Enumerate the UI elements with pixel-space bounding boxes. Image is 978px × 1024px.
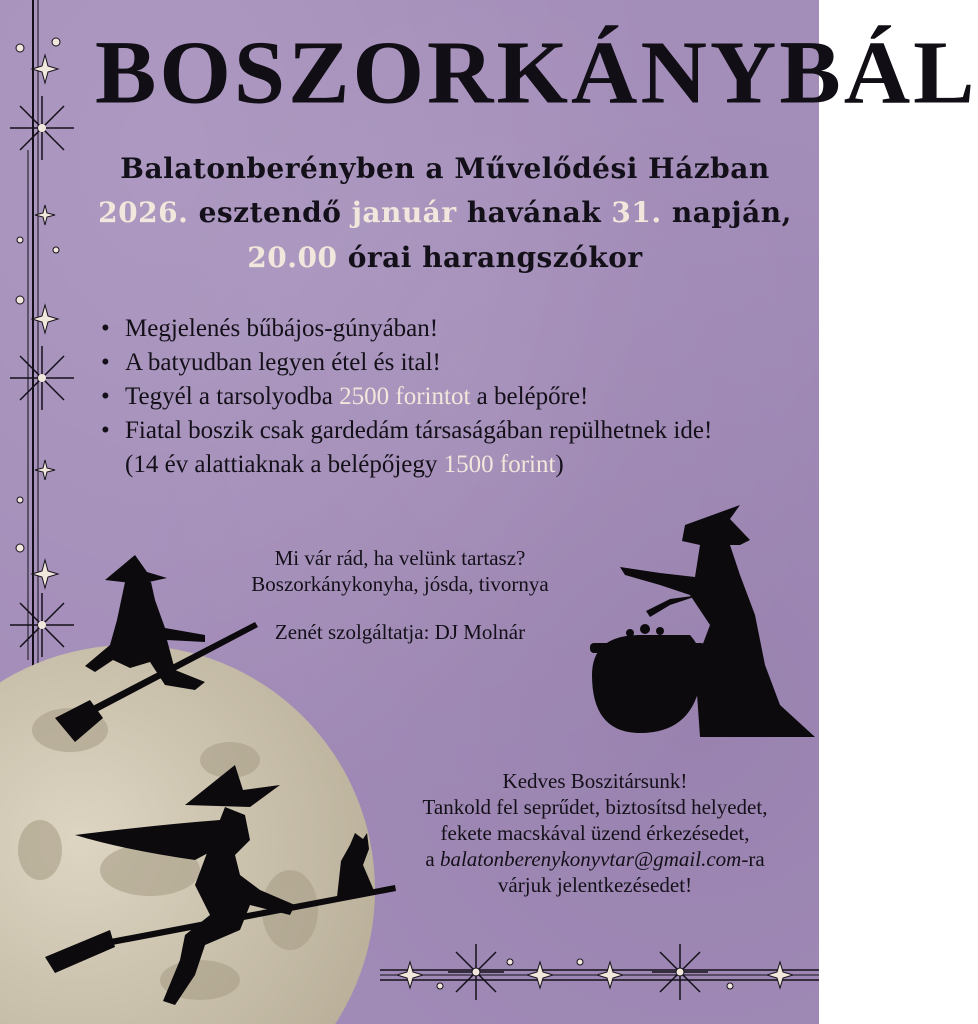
date-text-2: havának bbox=[456, 196, 612, 229]
contact-email[interactable]: balatonberenykonyvtar@gmail.com bbox=[439, 847, 742, 871]
program-block bbox=[200, 545, 600, 645]
youth-fee-price: 1500 forint bbox=[443, 451, 556, 478]
closing-line-3: fekete macskával üzend érkezésedet, bbox=[440, 821, 750, 845]
program-items: Boszorkánykonyha, jósda, tivornya bbox=[251, 572, 549, 596]
email-suffix: -ra bbox=[741, 847, 765, 871]
date-month: január bbox=[351, 196, 457, 229]
closing-line-4 bbox=[395, 846, 795, 872]
note-text-end: ) bbox=[555, 451, 564, 478]
witch-with-cauldron-silhouette bbox=[590, 505, 819, 740]
rule-fee-text: Tegyél a tarsolyodba bbox=[125, 383, 340, 410]
closing-block bbox=[395, 768, 795, 898]
event-title: BOSZORKÁNYBÁL bbox=[95, 22, 978, 122]
entry-fee-price: 2500 forintot bbox=[339, 383, 471, 410]
rule-costume: • Megjelenés bűbájos-gúnyában! bbox=[97, 312, 797, 346]
closing-line-5: várjuk jelentkezésedet! bbox=[497, 873, 693, 897]
music-credit: Zenét szolgáltatja: DJ Molnár bbox=[274, 620, 526, 644]
rule-youth: • Fiatal boszik csak gardedám társaságában repülhetnek ide! bbox=[97, 414, 797, 448]
bottom-star-border bbox=[380, 940, 819, 1020]
program-question: Mi vár rád, ha velünk tartasz? bbox=[274, 546, 526, 570]
closing-greeting: Kedves Boszitársunk! bbox=[502, 769, 688, 793]
email-prefix: a bbox=[425, 847, 440, 871]
venue-line: Balatonberényben a Művelődési Házban bbox=[120, 152, 770, 185]
rule-fee-text-end: a belépőre! bbox=[470, 383, 589, 410]
date-year: 2026. bbox=[98, 196, 189, 229]
date-text-3: napján, bbox=[661, 196, 792, 229]
closing-line-2: Tankold fel seprűdet, biztosítsd helyedet, bbox=[422, 795, 768, 819]
event-time: 20.00 bbox=[247, 241, 338, 274]
rule-food: • A batyudban legyen étel és ital! bbox=[97, 346, 797, 380]
time-line bbox=[95, 241, 795, 274]
youth-fee-note bbox=[97, 448, 797, 482]
date-text-1: esztendő bbox=[188, 196, 352, 229]
rules-list bbox=[97, 312, 797, 482]
date-line bbox=[95, 196, 795, 229]
time-text: órai harangszókor bbox=[337, 241, 643, 274]
witch-with-cat-silhouette bbox=[45, 765, 410, 1020]
date-day: 31. bbox=[611, 196, 662, 229]
rule-entry-fee bbox=[97, 380, 797, 414]
note-text: (14 év alattiaknak a belépőjegy bbox=[125, 451, 444, 478]
